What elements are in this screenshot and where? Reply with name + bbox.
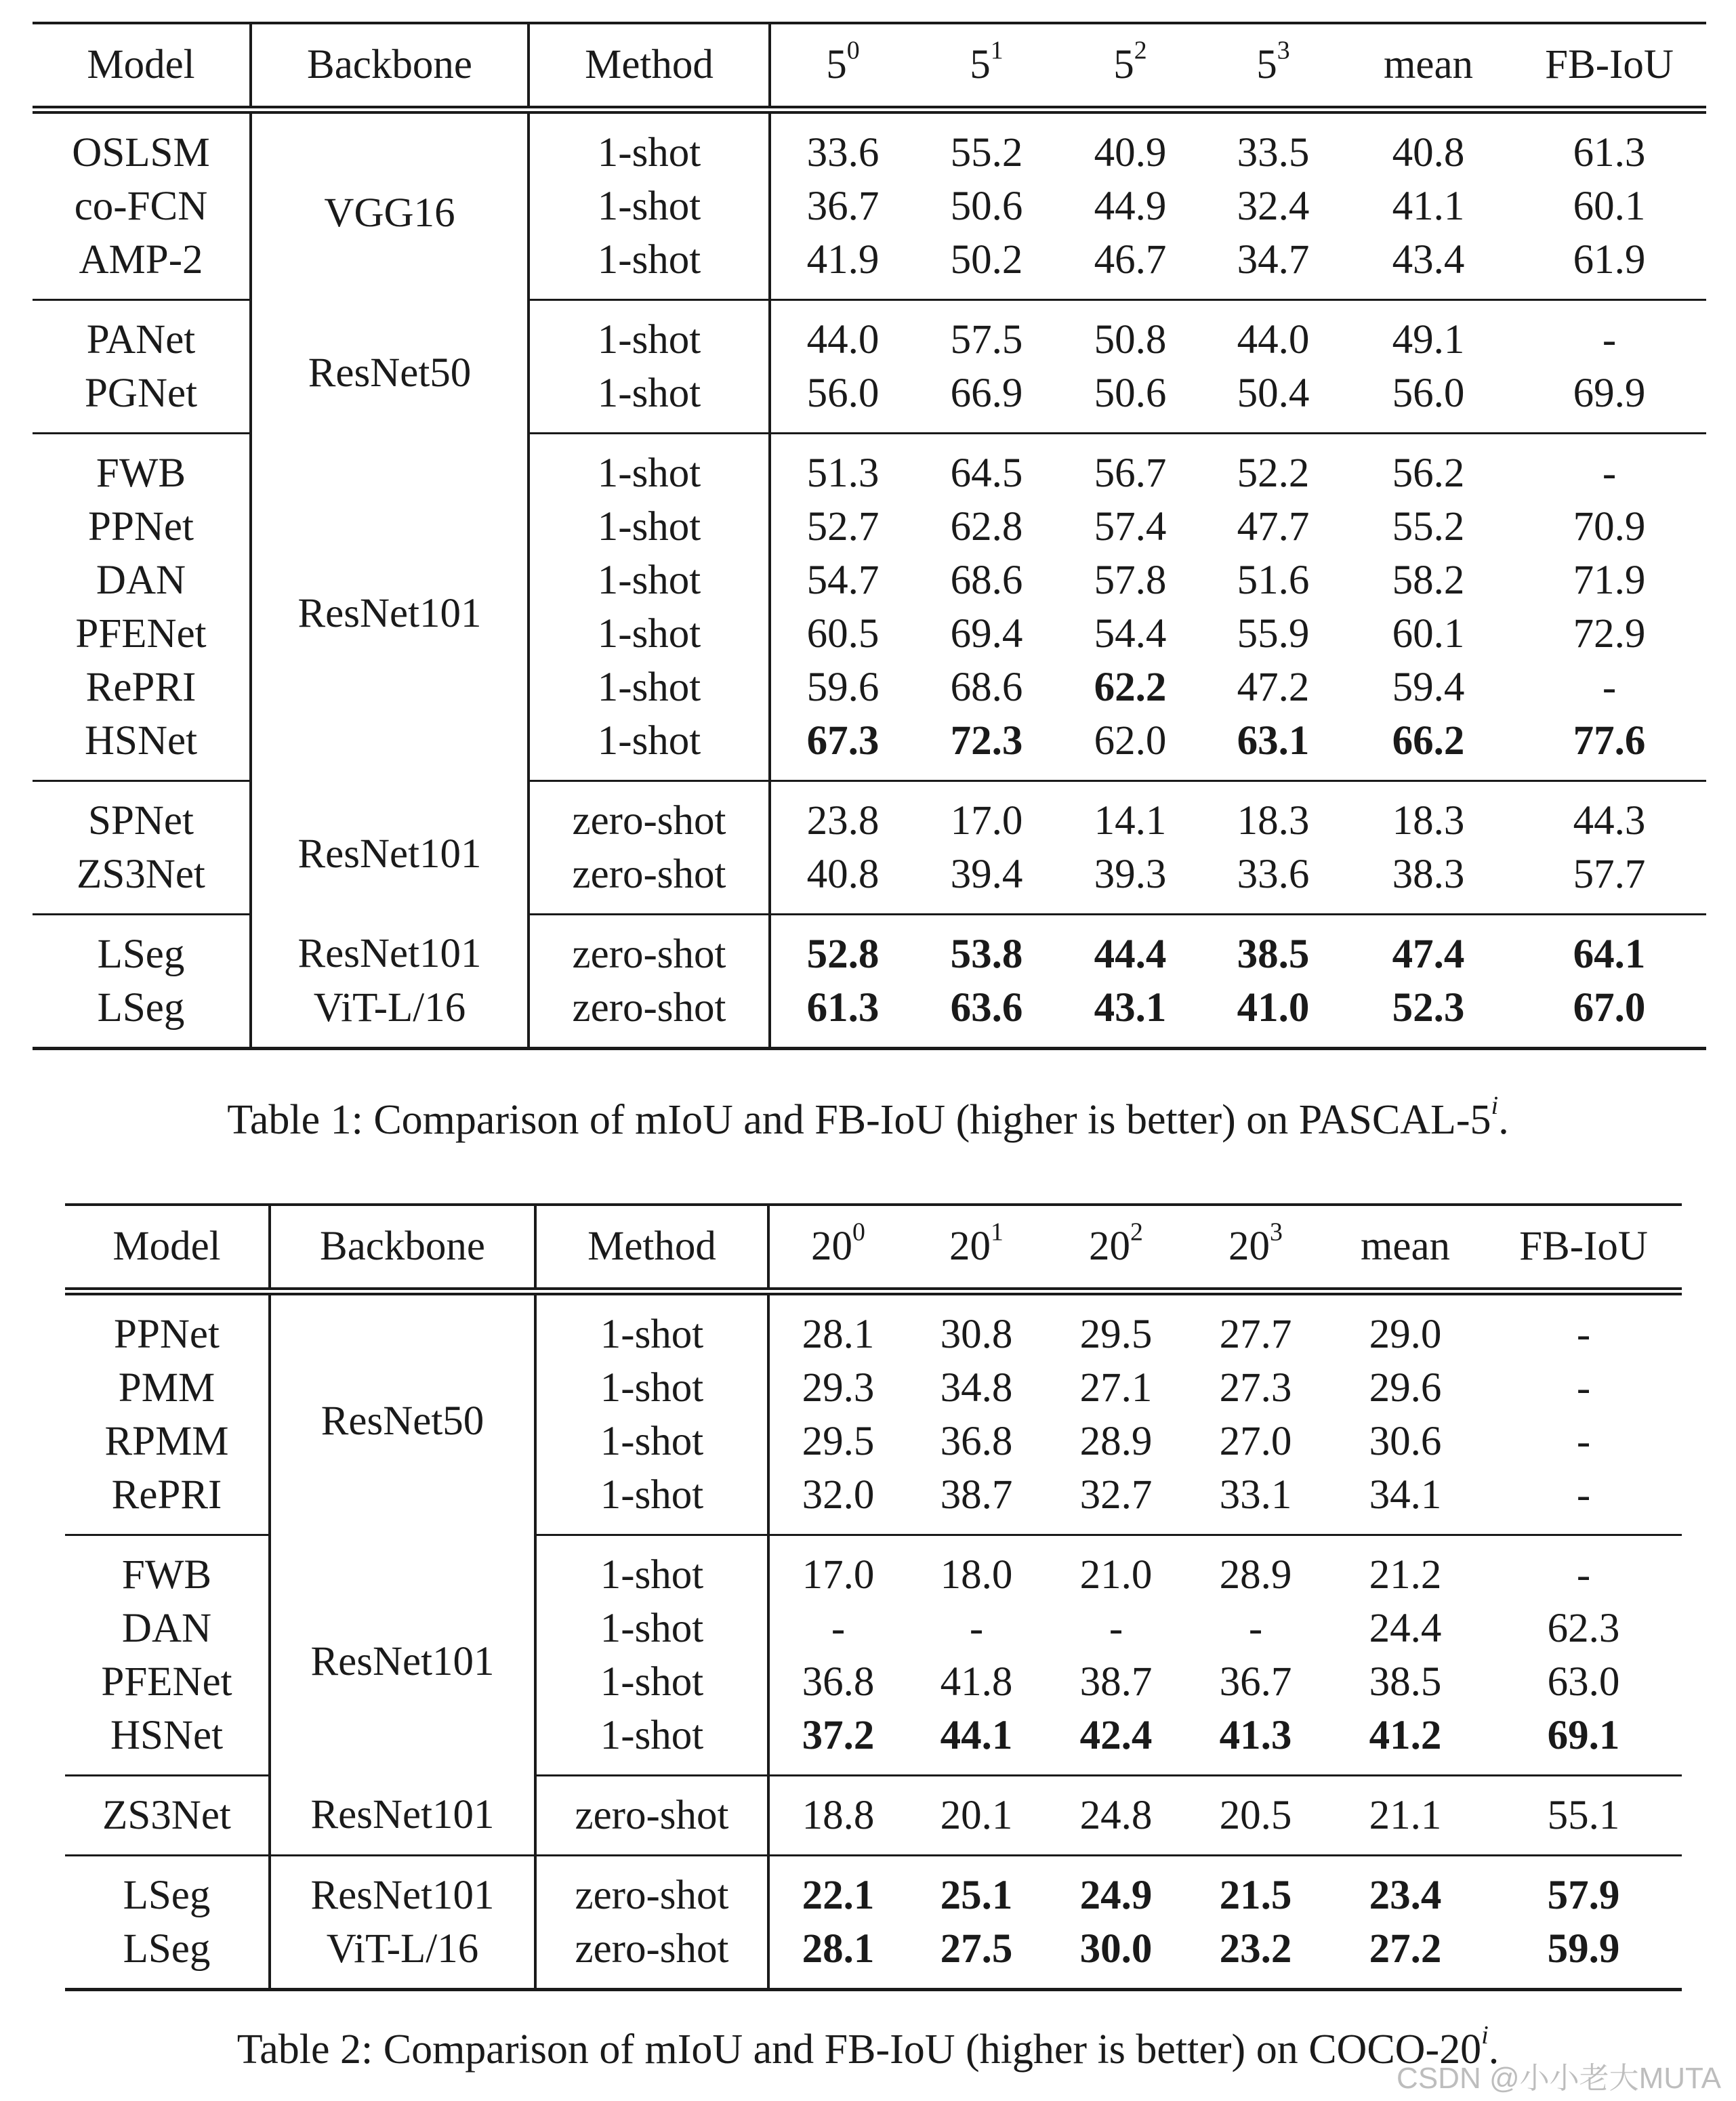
cell-fold-3: 18.3 [1237, 798, 1310, 844]
cell-fold-2: 32.7 [1046, 1468, 1186, 1535]
cell-mean: 38.5 [1369, 1659, 1442, 1705]
table-row [33, 300, 1706, 367]
cell-fold-0: 61.3 [770, 981, 915, 1049]
cell-fold-0: - [768, 1602, 907, 1655]
results-table-coco [65, 1203, 1682, 1991]
cell-fold-2: - [1109, 1606, 1123, 1651]
cell-mean: 27.2 [1325, 1922, 1485, 1990]
cell-fold-0: 41.9 [770, 233, 915, 300]
watermark: CSDN @小小老大MUTA [1397, 2062, 1721, 2095]
cell-mean: 29.6 [1369, 1365, 1442, 1411]
cell-fold-3: 34.7 [1202, 233, 1344, 300]
cell-fold-2: 40.9 [1094, 130, 1167, 175]
table-row [65, 1776, 1682, 1856]
cell-fold-3: 33.6 [1202, 848, 1344, 915]
cell-backbone: ResNet101 [270, 1776, 535, 1856]
cell-fold-0: 36.7 [770, 180, 915, 233]
cell-mean: 21.1 [1325, 1776, 1485, 1856]
cell-method: 1-shot [529, 233, 770, 300]
cell-model: PPNet [88, 504, 194, 549]
cell-fold-1: 34.8 [940, 1365, 1013, 1411]
cell-method: 1-shot [535, 1535, 768, 1602]
table-row [65, 1922, 1682, 1990]
cell-method: 1-shot [535, 1468, 768, 1535]
cell-fold-0: 51.3 [770, 434, 915, 501]
cell-fold-3: 23.2 [1186, 1922, 1325, 1990]
cell-fold-2: 44.9 [1094, 184, 1167, 229]
cell-fold-1: 69.4 [950, 611, 1023, 657]
cell-fold-1: 53.8 [950, 932, 1023, 977]
cell-mean: 29.0 [1369, 1312, 1442, 1357]
cell-method: 1-shot [529, 367, 770, 434]
cell-fold-3: 20.5 [1186, 1776, 1325, 1856]
cell-method: 1-shot [529, 554, 770, 607]
cell-fbiou: - [1576, 1552, 1591, 1598]
cell-mean: 43.4 [1344, 233, 1512, 300]
cell-fbiou: 61.9 [1512, 233, 1706, 300]
cell-fbiou: 77.6 [1512, 714, 1706, 781]
cell-method: zero-shot [529, 848, 770, 915]
cell-fold-1: 41.8 [940, 1659, 1013, 1705]
cell-fbiou: 59.9 [1485, 1922, 1682, 1990]
cell-model: OSLSM [72, 130, 210, 175]
cell-fold-0: 28.1 [768, 1922, 907, 1990]
col-header-fbiou: FB-IoU [1512, 23, 1706, 110]
cell-fold-2: 27.1 [1079, 1365, 1153, 1411]
cell-model: SPNet [88, 798, 194, 844]
table-2-caption: Table 2: Comparison of mIoU and FB-IoU (higher is better) on COCO-20$^i$. [236, 2021, 1500, 2073]
cell-fold-3: 41.3 [1186, 1709, 1325, 1776]
cell-mean: 66.2 [1344, 714, 1512, 781]
cell-fbiou: 67.0 [1512, 981, 1706, 1049]
cell-fold-3: 44.0 [1237, 317, 1310, 362]
cell-method: 1-shot [535, 1361, 768, 1415]
cell-model: PFENet [101, 1659, 232, 1705]
cell-fold-2: 28.9 [1079, 1419, 1153, 1464]
cell-model: PMM [118, 1365, 215, 1411]
cell-fold-2: 24.9 [1079, 1873, 1153, 1918]
cell-fold-3: 36.7 [1219, 1659, 1292, 1705]
cell-model: PGNet [33, 367, 251, 434]
cell-fold-3: 32.4 [1237, 184, 1310, 229]
cell-method: 1-shot [529, 714, 770, 781]
cell-fold-2: 42.4 [1046, 1709, 1186, 1776]
cell-fold-1: 39.4 [915, 848, 1058, 915]
col-header-mean: mean [1344, 23, 1512, 110]
cell-method: 1-shot [535, 1415, 768, 1468]
cell-fold-0: 52.8 [770, 915, 915, 982]
cell-method: 1-shot [529, 180, 770, 233]
cell-fold-0: 18.8 [768, 1776, 907, 1856]
col-header-fold-1: $20^1$ [907, 1205, 1046, 1291]
cell-model: RePRI [85, 665, 197, 710]
cell-model: LSeg [123, 1873, 211, 1918]
cell-fbiou: - [1576, 1312, 1591, 1357]
cell-mean: 34.1 [1325, 1468, 1485, 1535]
table-row [33, 981, 1706, 1049]
cell-model: LSeg [65, 1922, 270, 1990]
cell-fold-1: 17.0 [950, 798, 1023, 844]
col-header-fold-1: $5^1$ [915, 23, 1058, 110]
cell-fold-1: - [969, 1606, 984, 1651]
cell-fold-1: 62.8 [950, 504, 1023, 549]
cell-backbone: ResNet101 [251, 434, 529, 781]
cell-mean: 21.2 [1369, 1552, 1442, 1598]
cell-fbiou: - [1602, 665, 1617, 710]
cell-fold-1: 50.2 [915, 233, 1058, 300]
table-row [65, 1291, 1682, 1361]
cell-backbone: ResNet50 [270, 1291, 535, 1535]
cell-mean: 59.4 [1392, 665, 1465, 710]
cell-model: co-FCN [74, 184, 208, 229]
col-header-backbone: Backbone [251, 23, 529, 110]
cell-fold-1: 64.5 [950, 451, 1023, 496]
cell-fold-1: 20.1 [907, 1776, 1046, 1856]
cell-model: PPNet [114, 1312, 220, 1357]
cell-fold-1: 36.8 [940, 1419, 1013, 1464]
col-header-fold-3: $5^3$ [1202, 23, 1344, 110]
table-row [33, 110, 1706, 180]
cell-fbiou: - [1602, 317, 1617, 362]
cell-fbiou: - [1576, 1419, 1591, 1464]
cell-fold-0: 33.6 [770, 110, 915, 180]
cell-fbiou: 71.9 [1573, 558, 1646, 603]
cell-method: 1-shot [529, 434, 770, 501]
col-header-backbone: Backbone [270, 1205, 535, 1291]
cell-fold-1: 38.7 [907, 1468, 1046, 1535]
cell-fold-3: 27.0 [1219, 1419, 1292, 1464]
cell-fold-2: 46.7 [1058, 233, 1202, 300]
cell-method: 1-shot [535, 1602, 768, 1655]
cell-fold-0: 28.1 [768, 1291, 907, 1361]
cell-fold-2: 14.1 [1094, 798, 1167, 844]
cell-fold-3: 27.3 [1219, 1365, 1292, 1411]
cell-fold-3: 28.9 [1219, 1552, 1292, 1598]
cell-fold-3: 52.2 [1237, 451, 1310, 496]
cell-fold-2: 38.7 [1079, 1659, 1153, 1705]
cell-model: PFENet [75, 611, 207, 657]
cell-fold-1: 25.1 [940, 1873, 1013, 1918]
cell-fold-2: 50.8 [1094, 317, 1167, 362]
cell-fold-1: 18.0 [940, 1552, 1013, 1598]
cell-fbiou: 70.9 [1573, 504, 1646, 549]
cell-method: 1-shot [529, 110, 770, 180]
cell-fold-3: 33.1 [1186, 1468, 1325, 1535]
cell-fold-3: 50.4 [1202, 367, 1344, 434]
cell-fold-2: 57.4 [1094, 504, 1167, 549]
cell-method: zero-shot [529, 981, 770, 1049]
cell-fold-2: 54.4 [1094, 611, 1167, 657]
cell-fbiou: 55.1 [1485, 1776, 1682, 1856]
cell-model: FWB [121, 1552, 212, 1598]
cell-fold-3: - [1248, 1606, 1263, 1651]
cell-fold-2: 43.1 [1058, 981, 1202, 1049]
cell-method: 1-shot [535, 1709, 768, 1776]
cell-fold-2: 62.2 [1094, 665, 1167, 710]
cell-model: LSeg [97, 932, 185, 977]
cell-fold-1: 30.8 [940, 1312, 1013, 1357]
table-row [65, 1535, 1682, 1602]
cell-mean: 56.2 [1392, 451, 1465, 496]
cell-fbiou: 64.1 [1573, 932, 1646, 977]
cell-backbone: ResNet101 [270, 1535, 535, 1776]
cell-fold-3: 51.6 [1237, 558, 1310, 603]
cell-fold-0: 54.7 [770, 554, 915, 607]
cell-method: zero-shot [529, 915, 770, 982]
cell-mean: 52.3 [1344, 981, 1512, 1049]
col-header-fbiou: FB-IoU [1485, 1205, 1682, 1291]
cell-fold-0: 56.0 [770, 367, 915, 434]
cell-fold-3: 47.7 [1237, 504, 1310, 549]
cell-fold-1: 68.6 [950, 558, 1023, 603]
col-header-fold-2: $20^2$ [1046, 1205, 1186, 1291]
cell-mean: 60.1 [1392, 611, 1465, 657]
cell-fold-2: 29.5 [1079, 1312, 1153, 1357]
cell-model: HSNet [33, 714, 251, 781]
cell-fbiou: 72.9 [1573, 611, 1646, 657]
cell-fold-2: 30.0 [1046, 1922, 1186, 1990]
cell-fold-2: 21.0 [1079, 1552, 1153, 1598]
cell-mean: 40.8 [1392, 130, 1465, 175]
cell-model: ZS3Net [65, 1776, 270, 1856]
cell-fold-3: 55.9 [1237, 611, 1310, 657]
cell-fold-3: 47.2 [1237, 665, 1310, 710]
cell-mean: 38.3 [1344, 848, 1512, 915]
cell-mean: 41.2 [1325, 1709, 1485, 1776]
cell-fold-2: 57.8 [1094, 558, 1167, 603]
cell-mean: 23.4 [1369, 1873, 1442, 1918]
cell-fbiou: - [1576, 1365, 1591, 1411]
cell-fbiou: - [1602, 451, 1617, 496]
cell-method: zero-shot [529, 781, 770, 848]
cell-fbiou: 57.7 [1512, 848, 1706, 915]
cell-fbiou: 44.3 [1573, 798, 1646, 844]
cell-backbone: ResNet50 [251, 300, 529, 434]
cell-backbone: ResNet101 [270, 1856, 535, 1923]
cell-fbiou: 69.9 [1512, 367, 1706, 434]
cell-method: 1-shot [529, 300, 770, 367]
table-row [65, 1856, 1682, 1923]
cell-mean: 41.1 [1392, 184, 1465, 229]
cell-model: LSeg [33, 981, 251, 1049]
cell-fold-0: 29.3 [768, 1361, 907, 1415]
cell-fold-3: 21.5 [1219, 1873, 1292, 1918]
cell-mean: 49.1 [1392, 317, 1465, 362]
header-row [33, 23, 1706, 110]
cell-fold-2: 44.4 [1094, 932, 1167, 977]
cell-fbiou: 60.1 [1573, 184, 1646, 229]
cell-fold-1: 66.9 [915, 367, 1058, 434]
cell-model: ZS3Net [33, 848, 251, 915]
table-row [33, 915, 1706, 982]
cell-fold-3: 41.0 [1202, 981, 1344, 1049]
cell-mean: 18.3 [1392, 798, 1465, 844]
cell-fold-0: 22.1 [768, 1856, 907, 1923]
cell-backbone: ViT-L/16 [270, 1922, 535, 1990]
col-header-fold-2: $5^2$ [1058, 23, 1202, 110]
results-table-pascal [33, 22, 1706, 1050]
table-1-caption: Table 1: Comparison of mIoU and FB-IoU (higher is better) on PASCAL-5$^i$. [227, 1091, 1509, 1143]
cell-model: RPMM [104, 1419, 229, 1464]
cell-fold-2: 62.0 [1058, 714, 1202, 781]
table-row [33, 434, 1706, 501]
cell-model: AMP-2 [33, 233, 251, 300]
cell-fold-0: 67.3 [770, 714, 915, 781]
cell-model: DAN [121, 1606, 212, 1651]
cell-backbone: ResNet101 [251, 781, 529, 915]
cell-model: HSNet [65, 1709, 270, 1776]
cell-fold-0: 59.6 [770, 661, 915, 714]
cell-model: FWB [96, 451, 186, 496]
cell-mean: 24.4 [1369, 1606, 1442, 1651]
cell-method: 1-shot [529, 500, 770, 554]
cell-mean: 58.2 [1392, 558, 1465, 603]
cell-fold-1: 44.1 [907, 1709, 1046, 1776]
cell-fold-3: 27.7 [1219, 1312, 1292, 1357]
col-header-fold-0: $20^0$ [768, 1205, 907, 1291]
cell-fold-0: 23.8 [770, 781, 915, 848]
cell-fold-0: 36.8 [768, 1655, 907, 1709]
cell-fbiou: 57.9 [1547, 1873, 1620, 1918]
cell-model: DAN [96, 558, 186, 603]
cell-fold-0: 37.2 [768, 1709, 907, 1776]
cell-fold-3: 33.5 [1237, 130, 1310, 175]
cell-fold-0: 32.0 [768, 1468, 907, 1535]
col-header-fold-0: $5^0$ [770, 23, 915, 110]
cell-fold-2: 39.3 [1058, 848, 1202, 915]
col-header-model: Model [33, 23, 251, 110]
cell-fold-2: 56.7 [1094, 451, 1167, 496]
cell-fbiou: 62.3 [1547, 1606, 1620, 1651]
cell-method: 1-shot [535, 1291, 768, 1361]
cell-mean: 47.4 [1392, 932, 1465, 977]
cell-fold-1: 50.6 [950, 184, 1023, 229]
cell-fold-1: 27.5 [907, 1922, 1046, 1990]
col-header-fold-3: $20^3$ [1186, 1205, 1325, 1291]
col-header-method: Method [535, 1205, 768, 1291]
cell-fold-0: 40.8 [770, 848, 915, 915]
cell-fold-3: 38.5 [1237, 932, 1310, 977]
cell-backbone: ViT-L/16 [251, 981, 529, 1049]
cell-fbiou: 69.1 [1485, 1709, 1682, 1776]
cell-fold-0: 29.5 [768, 1415, 907, 1468]
col-header-model: Model [65, 1205, 270, 1291]
cell-mean: 30.6 [1369, 1419, 1442, 1464]
cell-method: 1-shot [535, 1655, 768, 1709]
header-row [65, 1205, 1682, 1291]
cell-fold-2: 24.8 [1046, 1776, 1186, 1856]
cell-method: 1-shot [529, 607, 770, 661]
cell-fold-1: 63.6 [915, 981, 1058, 1049]
cell-fbiou: 61.3 [1573, 130, 1646, 175]
table-row [33, 781, 1706, 848]
cell-backbone: ResNet101 [251, 915, 529, 982]
cell-backbone: VGG16 [251, 110, 529, 300]
cell-method: zero-shot [535, 1856, 768, 1923]
cell-method: 1-shot [529, 661, 770, 714]
cell-fold-1: 57.5 [950, 317, 1023, 362]
cell-model: PANet [86, 317, 196, 362]
cell-fold-0: 17.0 [768, 1535, 907, 1602]
cell-fold-0: 52.7 [770, 500, 915, 554]
cell-fold-1: 68.6 [950, 665, 1023, 710]
col-header-method: Method [529, 23, 770, 110]
cell-method: zero-shot [535, 1922, 768, 1990]
cell-fold-2: 50.6 [1058, 367, 1202, 434]
cell-fbiou: - [1485, 1468, 1682, 1535]
cell-fold-1: 55.2 [950, 130, 1023, 175]
cell-fold-3: 63.1 [1202, 714, 1344, 781]
cell-model: RePRI [65, 1468, 270, 1535]
cell-mean: 55.2 [1392, 504, 1465, 549]
cell-fold-0: 60.5 [770, 607, 915, 661]
cell-fold-1: 72.3 [915, 714, 1058, 781]
cell-fold-0: 44.0 [770, 300, 915, 367]
cell-fbiou: 63.0 [1547, 1659, 1620, 1705]
col-header-mean: mean [1325, 1205, 1485, 1291]
cell-method: zero-shot [535, 1776, 768, 1856]
cell-mean: 56.0 [1344, 367, 1512, 434]
